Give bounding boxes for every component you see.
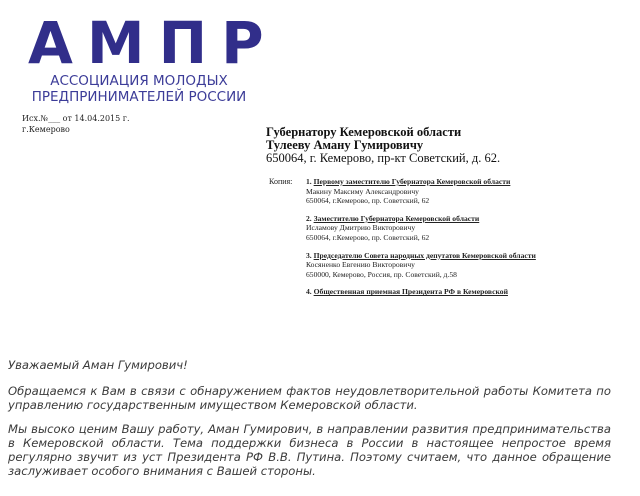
copies-list (306, 177, 536, 305)
copies-label: Копия: (269, 177, 293, 186)
logo-subtitle-line1: АССОЦИАЦИЯ МОЛОДЫХ (50, 73, 228, 89)
copy-number: 2. (306, 213, 312, 223)
copy-number: 4. (306, 287, 312, 297)
addressee-address: 650064, г. Кемерово, пр-кт Советский, д. 62. (266, 151, 501, 165)
copy-item (306, 214, 536, 243)
copy-number: 1. (306, 177, 312, 186)
copy-item (306, 287, 536, 297)
reference-number: Исх.№___ от 14.04.2015 г. (22, 114, 130, 123)
copy-title: Первому заместителю Губернатора Кемеровской области (313, 177, 511, 186)
copy-title: Общественная приемная Президента РФ в Кемеровской (313, 287, 508, 297)
logo-title: АМПР (28, 9, 278, 77)
copy-item (306, 251, 536, 280)
copy-title: Председателю Совета народных депутатов Кемеровской области (313, 250, 536, 260)
outgoing-reference (22, 113, 130, 135)
logo-subtitle-line2: ПРЕДПРИНИМАТЕЛЕЙ РОССИИ (31, 89, 247, 105)
letter-body (8, 358, 611, 488)
paragraph-2: Мы высоко ценим Вашу работу, Аман Гумирович, в направлении развития предпринимательства в Кемеровской области. Тема поддержки бизнеса в России в настоящее непростое время регулярно звучит из уст Президента РФ В.В. Путина. Поэтому считаем, что данное обращение заслуживает особого внимания с Вашей стороны. (8, 422, 611, 478)
copy-title: Заместителю Губернатора Кемеровской области (313, 213, 480, 223)
copy-recipient-name: Косяненко Евгению Викторовичу (306, 260, 415, 270)
copy-recipient-name: Исламову Дмитрию Викторовичу (306, 223, 416, 233)
copy-recipient-address: 650064, г.Кемерово, пр. Советский, 62 (306, 232, 430, 242)
addressee-block (266, 126, 500, 165)
paragraph-1: Обращаемся к Вам в связи с обнаружением фактов неудовлетворительной работы Комитета по управлению государственным имуществом Кемеровской области. (8, 384, 611, 412)
addressee-name: Тулееву Аману Гумировичу (266, 138, 424, 152)
copy-recipient-address: 650064, г.Кемерово, пр. Советский, 62 (306, 196, 430, 206)
copy-number: 3. (306, 250, 312, 260)
addressee-position: Губернатору Кемеровской области (266, 125, 462, 139)
copy-item (306, 177, 536, 206)
copy-recipient-address: 650000, Кемерово, Россия, пр. Советский, д.58 (306, 269, 457, 279)
copy-recipient-name: Макину Максиму Александровичу (306, 186, 419, 196)
reference-city: г.Кемерово (22, 125, 70, 134)
greeting: Уважаемый Аман Гумирович! (8, 358, 188, 372)
